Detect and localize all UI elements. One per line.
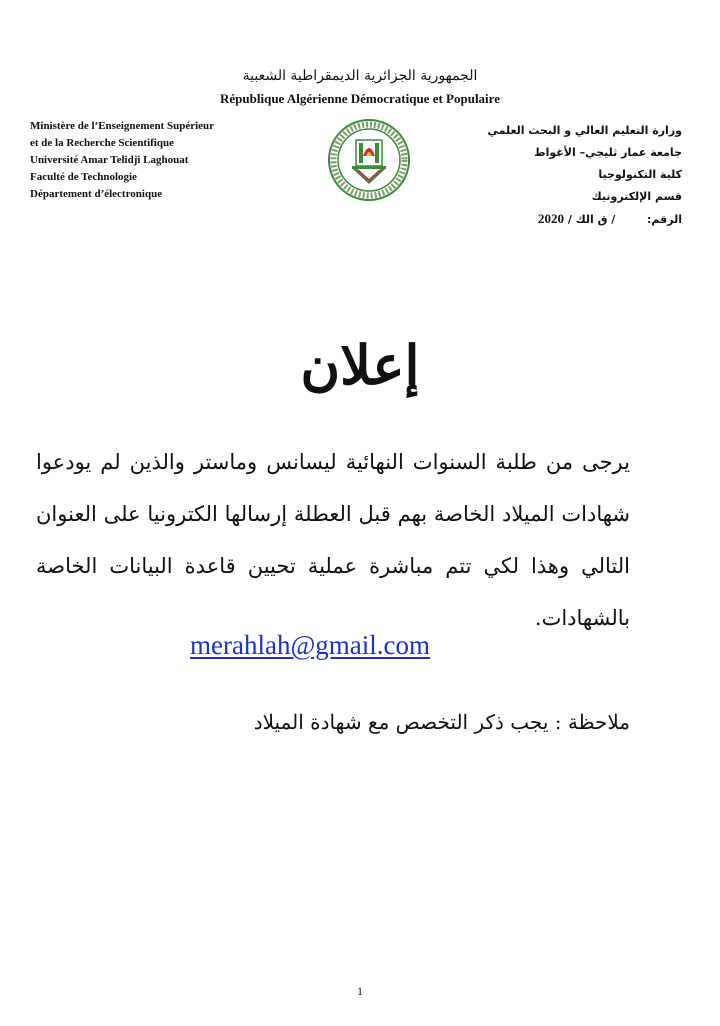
page-number: 1: [357, 984, 363, 998]
french-republic-title: République Algérienne Démocratique et Populaire: [220, 91, 500, 106]
ministry-line: Ministère de l’Enseignement Supérieur: [30, 120, 215, 132]
faculty-line: Faculté de Technologie: [30, 171, 137, 183]
university-line-arabic: جامعة عمار ثليجي– الأغواط: [534, 146, 682, 159]
reference-year: 2020: [537, 211, 564, 226]
ministry-line-arabic: وزارة التعليم العالي و البحث العلمي: [487, 124, 682, 137]
arabic-republic-title: الجمهورية الجزائرية الديمقراطية الشعبية: [242, 68, 478, 84]
department-line-arabic: قسم الإلكترونيك: [591, 190, 682, 203]
announcement-note: ملاحظة : يجب ذكر التخصص مع شهادة الميلاد: [253, 710, 630, 734]
email-link[interactable]: merahlah@gmail.com: [190, 630, 431, 660]
department-line: Département d’électronique: [30, 188, 163, 200]
announcement-body: يرجى من طلبة السنوات النهائية ليسانس وماستر والذين لم يودعوا شهادات الميلاد الخاصة بهم قبل العطلة إرسالها الكترونيا على العنوان التالي وهذا لكي تتم مباشرة عملية تحيين قاعدة البيانات الخاصة بالشهادات.: [36, 450, 630, 630]
institution-block-french: [30, 118, 280, 203]
reference-number-line: [452, 208, 682, 231]
university-line: Université Amar Telidji Laghouat: [30, 154, 189, 166]
ministry-line-2: et de la Recherche Scientifique: [30, 137, 174, 149]
university-seal-icon: [326, 118, 412, 202]
institution-block-arabic: [452, 120, 682, 231]
reference-code: / ق الك /: [567, 213, 616, 226]
reference-label: الرقم:: [647, 213, 682, 226]
faculty-line-arabic: كلية التكنولوجيا: [598, 168, 682, 181]
announcement-title: إعلان: [300, 333, 420, 397]
